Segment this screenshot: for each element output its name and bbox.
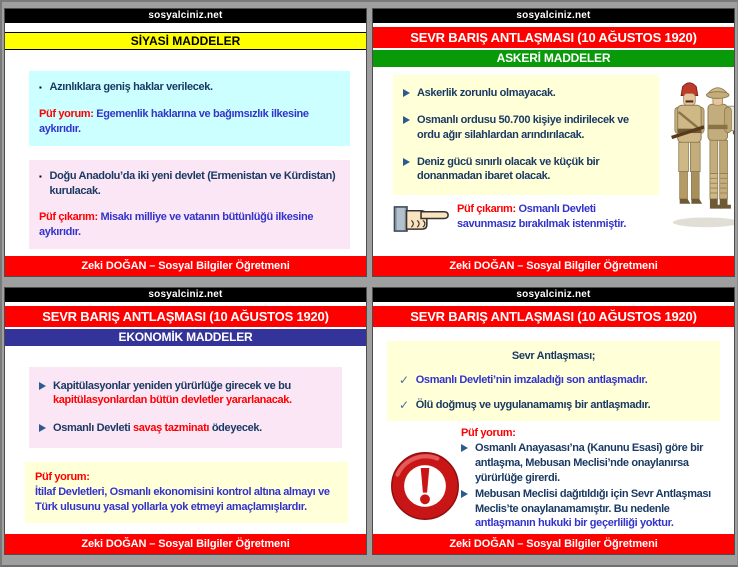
credit-footer: Zeki DOĞAN – Sosyal Bilgiler Öğretmeni	[5, 534, 366, 554]
siyasi-title-bar: SİYASİ MADDELER	[5, 32, 366, 50]
puf-label: Püf yorum:	[39, 108, 94, 120]
bullet-segment: Osmanlı Devleti	[53, 422, 131, 435]
puf-note	[39, 210, 340, 240]
check-text: Osmanlı Devleti’nin imzaladığı son antlaşmadır.	[415, 374, 648, 387]
slide-siyasi-maddeler	[4, 8, 367, 277]
askeri-title-bar: ASKERİ MADDELER	[373, 50, 734, 67]
askeri-puf-note	[457, 202, 653, 232]
ozet-heading: Sevr Antlaşması;	[511, 349, 596, 362]
bullet-text	[475, 487, 724, 532]
credit-footer: Zeki DOĞAN – Sosyal Bilgiler Öğretmeni	[373, 256, 734, 276]
puf-note	[39, 107, 340, 137]
bullet-segment: savaş tazminatı	[133, 422, 210, 435]
main-title-bar: SEVR BARIŞ ANTLAŞMASI (10 AĞUSTOS 1920)	[373, 306, 734, 327]
credit-footer: Zeki DOĞAN – Sosyal Bilgiler Öğretmeni	[373, 534, 734, 554]
puf-label: Püf yorum:	[35, 471, 90, 484]
pointing-hand-icon	[393, 200, 451, 242]
puf-text: Misakı milliye ve vatanın bütünlüğü ilkesine aykırıdır.	[39, 211, 314, 239]
siyasi-box-2	[29, 160, 350, 249]
puf-text: İtilaf Devletleri, Osmanlı ekonomisini kontrol altına almayı ve Türk ulusunu yasal yollarla yok etmeyi amaçlamışlardır.	[35, 485, 330, 513]
arrow-bullet-icon	[403, 116, 410, 124]
bullet-segment: antlaşmanın hukuki bir geçerliliği yoktur.	[475, 517, 674, 530]
askeri-content	[393, 75, 732, 242]
slide-askeri-maddeler	[372, 8, 735, 277]
arrow-bullet-icon	[39, 424, 46, 432]
bullet-text	[53, 421, 262, 436]
bullet-text: Deniz gücü sınırlı olacak ve küçük bir donanmadan ibaret olacak.	[417, 155, 600, 183]
warning-exclamation-icon	[387, 448, 463, 529]
check-text: Ölü doğmuş ve uygulanamamış bir antlaşmadır.	[415, 399, 651, 412]
puf-text: Osmanlı Devleti savunmasız bırakılmak istenmiştir.	[457, 203, 627, 231]
siyasi-box-1	[29, 71, 350, 146]
bullet-text: Osmanlı Anayasası’na (Kanunu Esasi) göre bir antlaşma, Mebusan Meclisi’nde onaylanırsa yürürlüğe girerdi.	[475, 442, 704, 484]
bullet-segment: Mebusan Meclisi dağıtıldığı için Sevr Antlaşması Meclis’te onaylanamamıştır. Bu nedenle	[475, 487, 711, 515]
ozet-puf-list	[461, 441, 724, 531]
puf-label: Püf çıkarım:	[457, 203, 516, 216]
ozet-puf-section	[373, 426, 734, 531]
main-title-bar: SEVR BARIŞ ANTLAŞMASI (10 AĞUSTOS 1920)	[373, 27, 734, 48]
slide-ekonomik-maddeler	[4, 287, 367, 556]
puf-label: Püf çıkarım:	[39, 211, 98, 224]
credit-footer: Zeki DOĞAN – Sosyal Bilgiler Öğretmeni	[5, 256, 366, 276]
site-banner: sosyalciniz.net	[373, 288, 734, 302]
check-icon: ✓	[399, 398, 409, 413]
bullet-text: Azınlıklara geniş haklar verilecek.	[49, 81, 213, 93]
square-bullet-icon: ▪	[39, 83, 42, 92]
site-banner: sosyalciniz.net	[5, 288, 366, 302]
bullet-text: Askerlik zorunlu olmayacak.	[417, 87, 556, 99]
askeri-puf-row	[393, 200, 659, 242]
ozet-box	[387, 341, 720, 422]
site-banner: sosyalciniz.net	[373, 9, 734, 23]
askeri-box	[393, 75, 659, 195]
slide-sevr-ozet	[372, 287, 735, 556]
puf-text: Egemenlik haklarına ve bağımsızlık ilkesine aykırıdır.	[39, 108, 309, 135]
puf-label: Püf yorum:	[461, 427, 516, 440]
ekonomik-title-bar: EKONOMİK MADDELER	[5, 329, 366, 346]
arrow-bullet-icon	[403, 158, 410, 166]
check-icon: ✓	[399, 373, 409, 388]
ekonomik-puf-box	[25, 462, 348, 523]
bullet-text: Osmanlı ordusu 50.700 kişiye indirilecek ve ordu ağır silahlardan arındırılacak.	[417, 113, 629, 141]
bullet-segment: Kapitülasyonlar yeniden yürürlüğe girecek ve bu	[53, 379, 291, 392]
arrow-bullet-icon	[403, 89, 410, 97]
soldiers-image	[667, 78, 735, 242]
arrow-bullet-icon	[39, 382, 46, 390]
bullet-segment: ödeyecek.	[211, 422, 262, 435]
square-bullet-icon: ▪	[39, 171, 42, 181]
bullet-text: Doğu Anadolu’da iki yeni devlet (Ermenistan ve Kürdistan) kurulacak.	[49, 169, 336, 197]
bullet-segment: kapitülasyonlardan bütün devletler yararlanacak.	[53, 394, 292, 407]
ekonomik-box	[29, 367, 342, 449]
site-banner: sosyalciniz.net	[5, 9, 366, 23]
main-title-bar: SEVR BARIŞ ANTLAŞMASI (10 AĞUSTOS 1920)	[5, 306, 366, 327]
bullet-text	[53, 379, 332, 409]
